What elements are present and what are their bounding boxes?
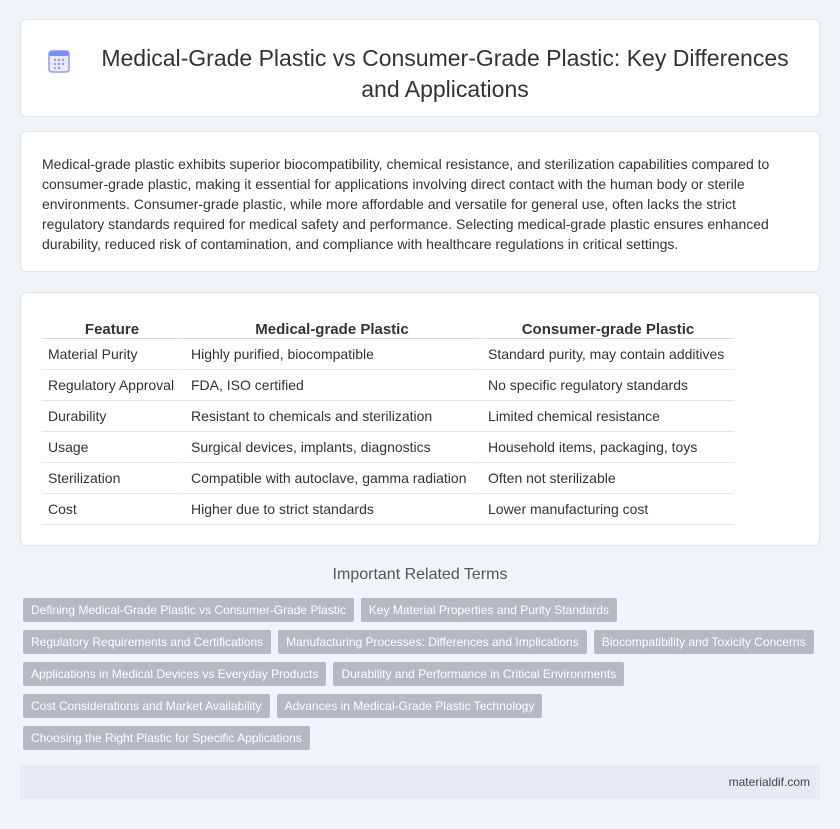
intro-card: [20, 131, 820, 272]
document-grid-icon: [47, 48, 71, 74]
table-cell: Regulatory Approval: [42, 370, 182, 401]
table-row: [42, 370, 734, 401]
footer-site-name[interactable]: materialdif.com: [728, 775, 810, 789]
intro-paragraph: Medical-grade plastic exhibits superior biocompatibility, chemical resistance, and sterilization capabilities compared to consumer-grade plastic, making it essential for applications involving direct contact with the human body or sterile environments. Consumer-grade plastic, while more affordable and versatile for general use, often lacks the strict regulatory standards required for medical safety and performance. Selecting medical-grade plastic ensures enhanced durability, reduced risk of contamination, and compliance with healthcare regulations in critical settings.: [42, 156, 770, 252]
table-cell: Often not sterilizable: [479, 463, 734, 494]
table-cell: Lower manufacturing cost: [479, 494, 734, 525]
related-term-tag[interactable]: Cost Considerations and Market Availability: [23, 694, 270, 718]
table-header-row: [42, 315, 734, 339]
table-cell: Highly purified, biocompatible: [182, 339, 479, 370]
related-term-tag[interactable]: Choosing the Right Plastic for Specific Applications: [23, 726, 310, 750]
table-row: [42, 432, 734, 463]
related-term-tag[interactable]: Biocompatibility and Toxicity Concerns: [594, 630, 814, 654]
related-term-tag[interactable]: Applications in Medical Devices vs Everyday Products: [23, 662, 326, 686]
table-cell: Cost: [42, 494, 182, 525]
table-row: [42, 463, 734, 494]
related-term-tag[interactable]: Regulatory Requirements and Certifications: [23, 630, 271, 654]
related-terms-heading: Important Related Terms: [332, 566, 508, 583]
comparison-card: [20, 292, 820, 546]
page-title: Medical-Grade Plastic vs Consumer-Grade Plastic: Key Differences and Applications: [101, 45, 789, 102]
related-term-tag[interactable]: Defining Medical-Grade Plastic vs Consumer-Grade Plastic: [23, 598, 354, 622]
table-cell: Material Purity: [42, 339, 182, 370]
related-terms-list: [23, 598, 823, 750]
header-consumer: Consumer-grade Plastic: [479, 315, 734, 339]
header-card: [20, 19, 820, 117]
comparison-table: [42, 315, 734, 525]
table-cell: Resistant to chemicals and sterilization: [182, 401, 479, 432]
footer: [20, 765, 820, 799]
table-cell: Durability: [42, 401, 182, 432]
table-cell: Higher due to strict standards: [182, 494, 479, 525]
related-term-tag[interactable]: Key Material Properties and Purity Standards: [361, 598, 617, 622]
table-cell: FDA, ISO certified: [182, 370, 479, 401]
table-row: [42, 339, 734, 370]
table-row: [42, 401, 734, 432]
table-cell: Surgical devices, implants, diagnostics: [182, 432, 479, 463]
table-cell: Household items, packaging, toys: [479, 432, 734, 463]
table-cell: Sterilization: [42, 463, 182, 494]
table-cell: Limited chemical resistance: [479, 401, 734, 432]
header-medical: Medical-grade Plastic: [182, 315, 479, 339]
header-feature: Feature: [42, 315, 182, 339]
related-term-tag[interactable]: Durability and Performance in Critical Environments: [333, 662, 624, 686]
related-term-tag[interactable]: Manufacturing Processes: Differences and Implications: [278, 630, 587, 654]
table-cell: Compatible with autoclave, gamma radiation: [182, 463, 479, 494]
table-cell: Standard purity, may contain additives: [479, 339, 734, 370]
table-cell: Usage: [42, 432, 182, 463]
table-cell: No specific regulatory standards: [479, 370, 734, 401]
related-term-tag[interactable]: Advances in Medical-Grade Plastic Technology: [277, 694, 543, 718]
table-row: [42, 494, 734, 525]
